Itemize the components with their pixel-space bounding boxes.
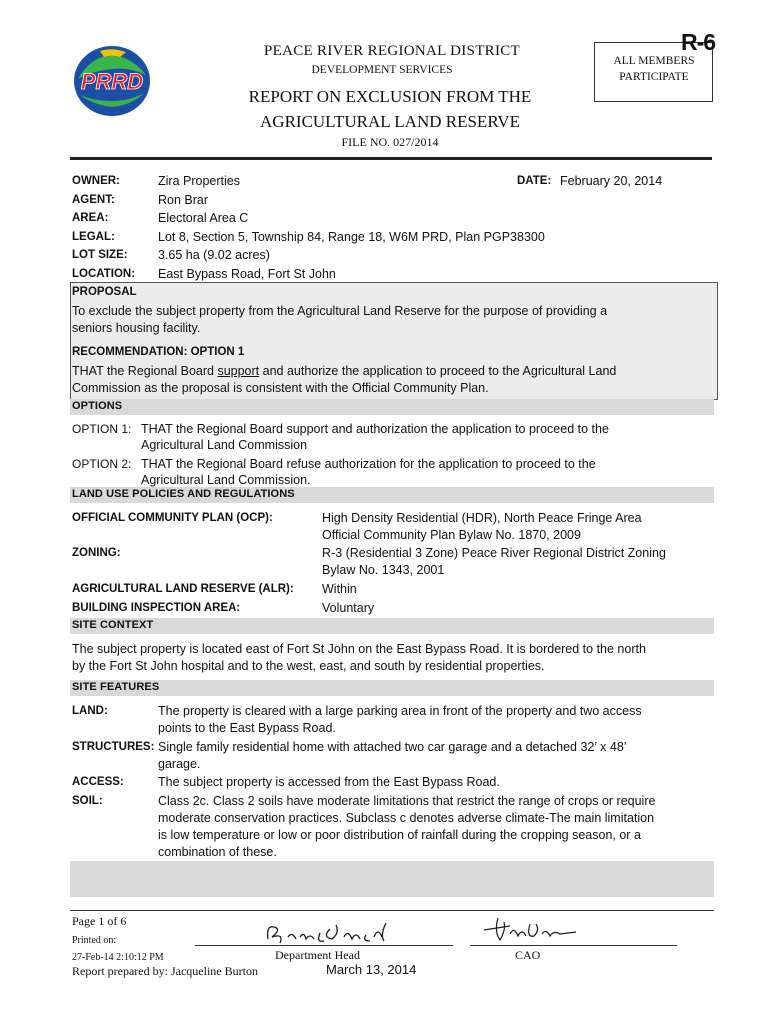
structures-line-2: garage. — [158, 757, 201, 771]
options-bar — [70, 399, 714, 415]
option-2-line-2: Agricultural Land Commission. — [141, 473, 311, 487]
site-context-line-1: The subject property is located east of Fort St John on the East Bypass Road. It is bordered to the north — [72, 642, 646, 656]
options-heading: OPTIONS — [72, 400, 123, 412]
logo-text: PRRD — [80, 69, 144, 94]
lot-size-value: 3.65 ha (9.02 acres) — [158, 248, 270, 262]
option-2-line-1: THAT the Regional Board refuse authorization for the application to proceed to the — [141, 457, 596, 471]
participate-line-2: PARTICIPATE — [619, 71, 689, 83]
participate-line-1: ALL MEMBERS — [613, 55, 695, 67]
access-label: ACCESS: — [72, 776, 124, 788]
site-features-heading: SITE FEATURES — [72, 681, 160, 693]
location-label: LOCATION: — [72, 268, 136, 280]
agent-label: AGENT: — [72, 194, 115, 206]
option-1-line-1: THAT the Regional Board support and authorization the application to proceed to the — [141, 422, 609, 436]
recommendation-underlined: support — [217, 364, 260, 378]
page-number: Page 1 of 6 — [72, 914, 127, 928]
land-use-heading: LAND USE POLICIES AND REGULATIONS — [72, 488, 295, 500]
owner-label: OWNER: — [72, 175, 120, 187]
land-use-bar — [70, 487, 714, 503]
signature-cao — [480, 912, 580, 946]
ocp-label: OFFICIAL COMMUNITY PLAN (OCP): — [72, 512, 273, 524]
prepared-by: Report prepared by: Jacqueline Burton — [72, 964, 258, 978]
recommendation-line-2: Commission as the proposal is consistent with the Official Community Plan. — [72, 381, 489, 395]
alr-label: AGRICULTURAL LAND RESERVE (ALR): — [72, 583, 294, 595]
zoning-line-1: R-3 (Residential 3 Zone) Peace River Regional District Zoning — [322, 546, 666, 560]
zoning-line-2: Bylaw No. 1343, 2001 — [322, 563, 445, 577]
legal-label: LEGAL: — [72, 231, 115, 243]
printed-timestamp: 27-Feb-14 2:10:12 PM — [72, 952, 164, 963]
header-divider — [70, 157, 712, 160]
report-title-1: REPORT ON EXCLUSION FROM THE — [248, 87, 532, 106]
area-value: Electoral Area C — [158, 211, 249, 225]
dept-name: DEVELOPMENT SERVICES — [311, 64, 453, 76]
zoning-label: ZONING: — [72, 547, 121, 559]
land-line-1: The property is cleared with a large parking area in front of the property and two access — [158, 704, 642, 718]
structures-line-1: Single family residential home with attached two car garage and a detached 32’ x 48’ — [158, 740, 627, 754]
ocp-line-1: High Density Residential (HDR), North Peace Fringe Area — [322, 511, 642, 525]
blank-shaded-block — [70, 861, 714, 897]
recommendation-text-a: THAT the Regional Board — [72, 364, 218, 378]
structures-label: STRUCTURES: — [72, 741, 155, 753]
bia-label: BUILDING INSPECTION AREA: — [72, 602, 241, 614]
date-value: February 20, 2014 — [560, 174, 663, 188]
land-line-2: points to the East Bypass Road. — [158, 721, 336, 735]
recommendation-heading: RECOMMENDATION: OPTION 1 — [72, 346, 245, 358]
signature-dept-head — [262, 915, 392, 949]
signature-line-dept-head — [195, 945, 453, 946]
proposal-line-2: seniors housing facility. — [72, 321, 201, 335]
report-title-2: AGRICULTURAL LAND RESERVE — [260, 112, 520, 131]
soil-line-1: Class 2c. Class 2 soils have moderate limitations that restrict the range of crops or require — [158, 794, 656, 808]
bia-value: Voluntary — [322, 601, 375, 615]
signed-date: March 13, 2014 — [326, 962, 417, 977]
printed-on-label: Printed on: — [72, 935, 117, 946]
cao-label: CAO — [515, 948, 541, 962]
alr-value: Within — [322, 582, 357, 596]
corner-tag: R-6 — [681, 29, 716, 55]
recommendation-line-1 — [72, 363, 616, 380]
soil-line-3: is low temperature or low or poor distribution of rainfall during the cropping season, or a — [158, 828, 641, 842]
soil-line-4: combination of these. — [158, 845, 277, 859]
signature-line-cao — [470, 945, 677, 946]
soil-label: SOIL: — [72, 795, 103, 807]
date-label: DATE: — [517, 175, 552, 187]
file-number: FILE NO. 027/2014 — [341, 135, 439, 149]
legal-value: Lot 8, Section 5, Township 84, Range 18, W6M PRD, Plan PGP38300 — [158, 230, 545, 244]
soil-line-2: moderate conservation practices. Subclass c denotes adverse climate-The main limitation — [158, 811, 655, 825]
site-context-bar — [70, 618, 714, 634]
site-features-bar — [70, 680, 714, 696]
site-context-heading: SITE CONTEXT — [72, 619, 154, 631]
dept-head-label: Department Head — [275, 948, 360, 962]
footer-divider — [70, 910, 714, 911]
option-1-label: OPTION 1: — [72, 422, 132, 436]
location-value: East Bypass Road, Fort St John — [158, 267, 336, 281]
recommendation-text-b: and authorize the application to proceed to the Agricultural Land — [259, 364, 617, 378]
proposal-heading: PROPOSAL — [72, 286, 137, 298]
lot-size-label: LOT SIZE: — [72, 249, 128, 261]
prrd-logo — [70, 43, 154, 119]
option-1-line-2: Agricultural Land Commission — [141, 438, 308, 452]
ocp-line-2: Official Community Plan Bylaw No. 1870, 2009 — [322, 528, 581, 542]
proposal-line-1: To exclude the subject property from the Agricultural Land Reserve for the purpose of providing a — [72, 304, 608, 318]
org-name: PEACE RIVER REGIONAL DISTRICT — [263, 43, 521, 59]
area-label: AREA: — [72, 212, 109, 224]
agent-value: Ron Brar — [158, 193, 209, 207]
access-line: The subject property is accessed from the East Bypass Road. — [158, 775, 500, 789]
site-context-line-2: by the Fort St John hospital and to the west, east, and south by residential properties. — [72, 659, 545, 673]
land-label: LAND: — [72, 705, 108, 717]
option-2-label: OPTION 2: — [72, 457, 132, 471]
owner-value: Zira Properties — [158, 174, 240, 188]
